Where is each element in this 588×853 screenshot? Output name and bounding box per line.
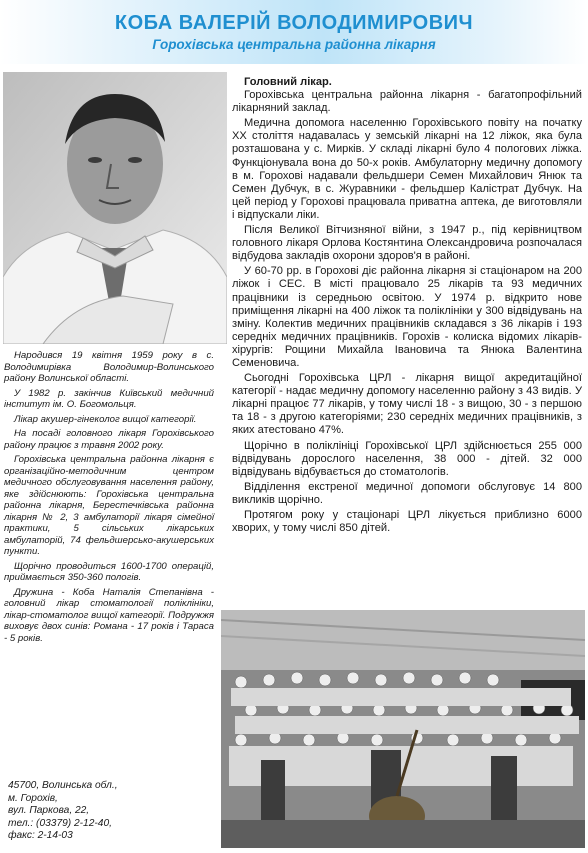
- header-band: [0, 0, 588, 64]
- article-paragraph: Сьогодні Горохівська ЦРЛ - лікарня вищої акредитаційної категорії - надає медичну допомогу населенню району з 43 видів. У лікарні працює 77 лікарів, у тому числі 18 - з вищою, 30 - з першою та 18 - з другою категоріями; 230 середніх медичних працівників, з яких атестовано 47%.: [232, 372, 582, 437]
- article-paragraph: У 60-70 рр. в Горохові діє районна лікарня зі стаціонаром на 200 ліжок і СЕС. В місті працювало 25 лікарів та 93 медичних працівники із середньою освітою. У 1974 р. відкрито нове приміщення лікарні на 400 ліжок та поліклініки у 300 відвідувань на зміну. Колектив медичних працівників складався з 36 лікарів і 193 середніх медичних працівників. Горохів - колиска відомих лікарів-хірургів: Рощини Михайла Івановича та Янюка Валентина Семеновича.: [232, 265, 582, 369]
- biography: [4, 350, 214, 647]
- bio-paragraph: Горохівська центральна районна лікарня є організаційно-методичним центром медичного обслуговування населення району, яке здійснюють: Горохівська центральна районна лікарня, Берестечківська районна лікарня № 2, 3 амбулаторії лікаря сімейної практики, 5 сільських лікарських амбулаторій, 74 фельдшерсько-акушерських пункти.: [4, 454, 214, 557]
- bio-paragraph: Дружина - Коба Наталія Степанівна - головний лікар стоматології поліклініки, лікар-стоматолог вищої категорії. Подружжя виховує двох синів: Романа - 17 років і Тараса - 5 років.: [4, 586, 214, 644]
- group-photo: [221, 610, 585, 848]
- bio-paragraph: Лікар акушер-гінеколог вищої категорії.: [14, 413, 197, 425]
- page-subtitle: Горохівська центральна районна лікарня: [152, 37, 436, 52]
- article-paragraph: Після Великої Вітчизняної війни, з 1947 р., під керівництвом головного лікаря Орлова Костянтина Олександровича розпочалася відбудова закладів охорони здоров'я в районі.: [232, 224, 582, 263]
- portrait-illustration: [3, 72, 227, 344]
- contact-address: [8, 780, 208, 843]
- position-title: Головний лікар.: [244, 76, 332, 88]
- article-body: [232, 76, 582, 537]
- address-line: 45700, Волинська обл.,: [8, 780, 118, 791]
- article-paragraph: Горохівська центральна районна лікарня - багатопрофільний лікарняний заклад.: [232, 89, 582, 115]
- bio-paragraph: Щорічно проводиться 1600-1700 операцій, приймається 350-360 пологів.: [4, 560, 214, 583]
- address-line: вул. Паркова, 22,: [8, 805, 90, 816]
- article-paragraph: Протягом року у стаціонарі ЦРЛ лікується приблизно 6000 хворих, у тому числі 850 дітей.: [232, 509, 582, 535]
- address-line: м. Горохів,: [8, 792, 58, 804]
- page-title: КОБА ВАЛЕРІЙ ВОЛОДИМИРОВИЧ: [114, 12, 474, 34]
- article-paragraph: Відділення екстреної медичної допомоги обслуговує 14 800 викликів щорічно.: [232, 480, 582, 506]
- fax-line: факс: 2-14-03: [8, 830, 73, 841]
- group-photo-illustration: [221, 610, 585, 848]
- bio-paragraph: На посаді головного лікаря Горохівського району працює з травня 2002 року.: [4, 428, 214, 451]
- bio-paragraph: Народився 19 квітня 1959 року в с. Володимирівка Володимир-Волинського району Волинської області.: [4, 350, 214, 384]
- article-paragraph: Щорічно в поліклініці Горохівської ЦРЛ здійснюється 255 000 відвідувань дорослого населення, 38 000 - дітей. 32 000 відвідувань відбувається до стоматологів.: [232, 439, 582, 478]
- portrait-photo: [3, 72, 227, 344]
- bio-paragraph: У 1982 р. закінчив Київський медичний інститут ім. О. Богомольця.: [4, 387, 214, 410]
- article-paragraph: Медична допомога населенню Горохівського повіту на початку XX століття надавалась у земській лікарні на 12 ліжок, яка була розташована у с. Мирків. У складі лікарні було 4 пологових ліжка. Функціонувала вона до 50-х років. Амбулаторну медичну допомогу в м. Горохові надавали фельдшери Семен Михайлович Янюк та Семен Дубчук, в с. Журавники - фельдшер Калістрат Дубчук. На цей період у Горохові працювала приватна аптека, де виготовляли і відпускали ліки.: [232, 117, 582, 221]
- phone-line: тел.: (03379) 2-12-40,: [8, 817, 112, 829]
